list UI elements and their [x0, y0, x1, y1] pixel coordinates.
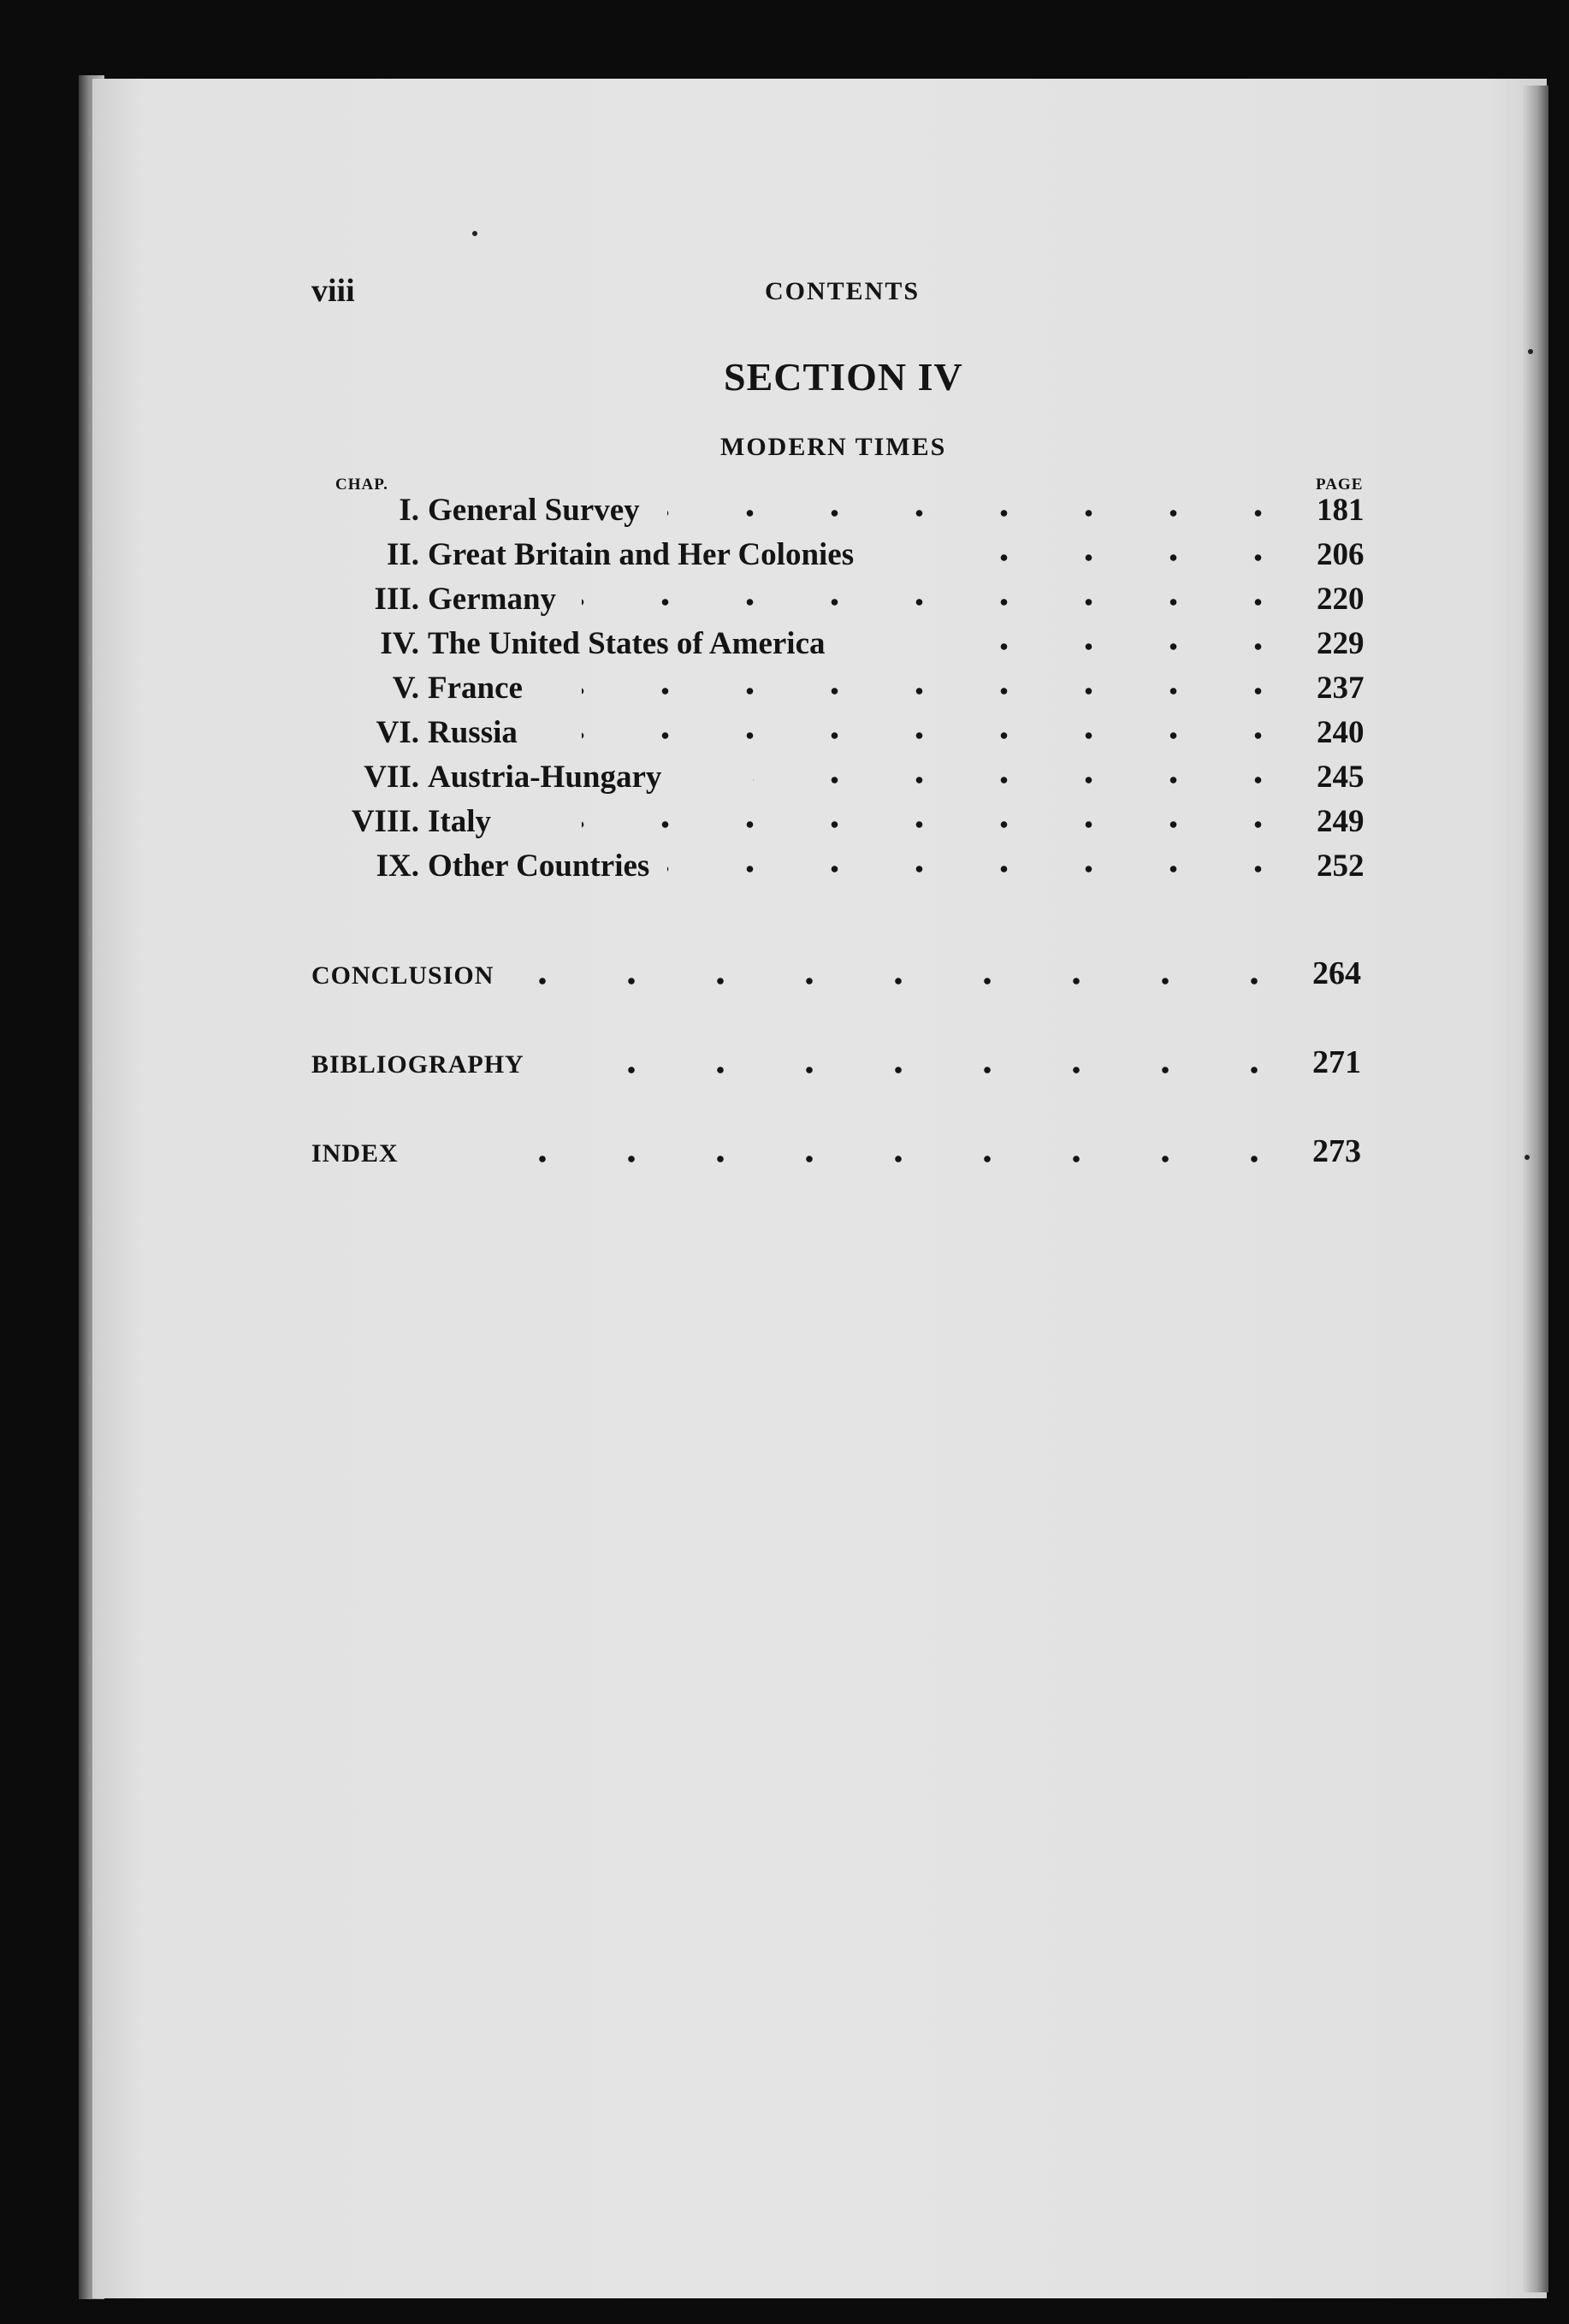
chapter-page: 206	[1317, 537, 1365, 572]
toc-entry	[299, 625, 1369, 668]
chapter-title: Great Britain and Her Colonies	[428, 537, 855, 572]
chapter-title: Austria-Hungary	[428, 760, 662, 795]
dot-leader	[753, 776, 1300, 784]
back-matter-page: 264	[1312, 955, 1361, 991]
chapter-title: Other Countries	[428, 849, 650, 884]
toc-entry	[299, 714, 1369, 757]
chapter-number: IX.	[376, 849, 419, 884]
chapter-column-heading: CHAP.	[335, 476, 388, 494]
dot-leader	[602, 1066, 1299, 1074]
chapter-title: The United States of America	[428, 626, 826, 661]
dot-leader	[924, 642, 1300, 651]
chapter-number: I.	[399, 493, 419, 528]
toc-entry	[299, 536, 1369, 579]
dot-leader	[582, 598, 1300, 606]
toc-entry-index	[311, 1132, 1372, 1175]
back-matter-label: INDEX	[311, 1139, 399, 1168]
toc-entry	[299, 848, 1369, 890]
page-column-heading: PAGE	[1316, 476, 1364, 494]
section-title: SECTION IV	[724, 355, 963, 399]
chapter-page: 245	[1317, 760, 1365, 795]
chapter-title: Italy	[428, 804, 491, 839]
dot-leader	[525, 1155, 1299, 1163]
chapter-page: 220	[1317, 582, 1365, 617]
toc-entry	[299, 759, 1369, 801]
chapter-number: IV.	[380, 626, 419, 661]
dot-leader	[667, 509, 1300, 517]
page-number: viii	[311, 273, 355, 309]
chapter-page: 237	[1317, 671, 1365, 706]
chapter-title: General Survey	[428, 493, 640, 528]
chapter-number: II.	[386, 537, 419, 572]
dot-leader	[667, 865, 1300, 873]
dot-leader	[582, 820, 1300, 829]
toc-entry	[299, 803, 1369, 846]
chapter-title: France	[428, 671, 523, 706]
chapter-number: VIII.	[351, 804, 419, 839]
chapter-number: V.	[392, 671, 419, 706]
chapter-page: 229	[1317, 626, 1365, 661]
dot-leader	[582, 731, 1300, 740]
toc-entry	[299, 492, 1369, 535]
chapter-number: VII.	[364, 760, 419, 795]
toc-entry-bibliography	[311, 1044, 1372, 1086]
toc-entry	[299, 670, 1369, 713]
running-head: CONTENTS	[765, 277, 921, 305]
section-subtitle: MODERN TIMES	[720, 433, 947, 461]
back-matter-page: 273	[1312, 1133, 1361, 1169]
dot-leader	[924, 553, 1300, 562]
dot-leader	[525, 977, 1299, 985]
chapter-page: 249	[1317, 804, 1365, 839]
back-matter-label: CONCLUSION	[311, 961, 494, 990]
chapter-number: VI.	[376, 715, 419, 750]
toc-entry-conclusion	[311, 955, 1372, 997]
chapter-title: Germany	[428, 582, 557, 617]
chapter-page: 240	[1317, 715, 1365, 750]
chapter-title: Russia	[428, 715, 518, 750]
toc-entry	[299, 581, 1369, 624]
chapter-page: 252	[1317, 849, 1365, 884]
back-matter-label: BIBLIOGRAPHY	[311, 1050, 524, 1079]
chapter-page: 181	[1317, 493, 1365, 528]
dot-leader	[582, 687, 1300, 695]
chapter-number: III.	[374, 582, 419, 617]
back-matter-page: 271	[1312, 1044, 1361, 1080]
